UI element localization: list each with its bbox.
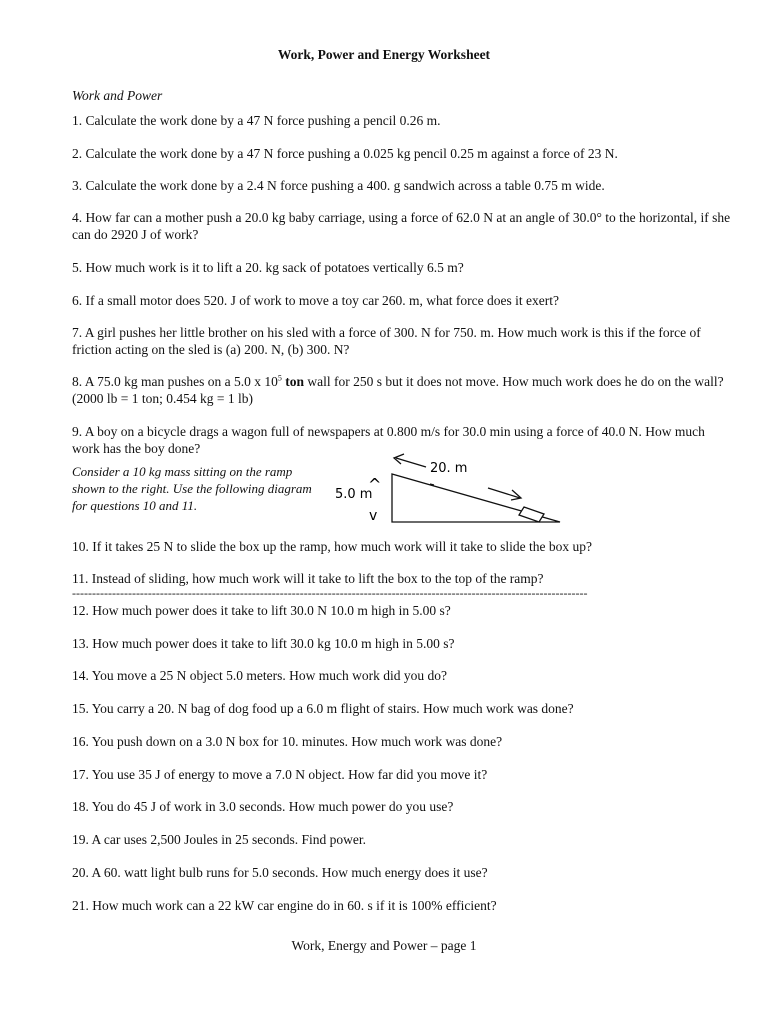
question-9: 9. A boy on a bicycle drags a wagon full of newspapers at 0.800 m/s for 30.0 min using a force of 40.0 N. How much work has the boy done? bbox=[72, 424, 705, 456]
question-11: 11. Instead of sliding, how much work will it take to lift the box to the top of the ramp? bbox=[72, 571, 544, 586]
question-14: 14. You move a 25 N object 5.0 meters. How much work did you do? bbox=[72, 668, 447, 683]
question-8 bbox=[72, 374, 732, 407]
down-arrow-icon: v bbox=[369, 508, 378, 524]
ramp-diagram bbox=[330, 448, 570, 528]
question-18: 18. You do 45 J of work in 3.0 seconds. How much power do you use? bbox=[72, 799, 454, 814]
section-divider: --------------------------------------------------------------------------------------------------------------------------------- bbox=[72, 586, 588, 600]
question-4: 4. How far can a mother push a 20.0 kg baby carriage, using a force of 62.0 N at an angle of 30.0° to the horizontal, if she can do 2920 J of work? bbox=[72, 210, 731, 242]
question-21: 21. How much work can a 22 kW car engine do in 60. s if it is 100% efficient? bbox=[72, 898, 497, 913]
length-arrow-line bbox=[396, 458, 426, 467]
question-17: 17. You use 35 J of energy to move a 7.0 N object. How far did you move it? bbox=[72, 767, 488, 782]
question-15: 15. You carry a 20. N bag of dog food up a 6.0 m flight of stairs. How much work was done? bbox=[72, 701, 574, 716]
question-7: 7. A girl pushes her little brother on his sled with a force of 300. N for 750. m. How much work is this if the force of friction acting on the sled is (a) 200. N, (b) 300. N? bbox=[72, 325, 701, 357]
question-2: 2. Calculate the work done by a 47 N force pushing a 0.025 kg pencil 0.25 m against a force of 23 N. bbox=[72, 146, 618, 161]
section-heading: Work and Power bbox=[72, 88, 163, 103]
question-3: 3. Calculate the work done by a 2.4 N force pushing a 400. g sandwich across a table 0.75 m wide. bbox=[72, 178, 605, 193]
question-13: 13. How much power does it take to lift 30.0 kg 10.0 m high in 5.00 s? bbox=[72, 636, 455, 651]
question-19: 19. A car uses 2,500 Joules in 25 seconds. Find power. bbox=[72, 832, 366, 847]
length-label: 20. m bbox=[430, 461, 468, 476]
question-12: 12. How much power does it take to lift 30.0 N 10.0 m high in 5.00 s? bbox=[72, 603, 451, 618]
box-on-ramp bbox=[519, 507, 544, 522]
question-16: 16. You push down on a 3.0 N box for 10. minutes. How much work was done? bbox=[72, 734, 503, 749]
question-6: 6. If a small motor does 520. J of work to move a toy car 260. m, what force does it exert? bbox=[72, 293, 559, 308]
question-1: 1. Calculate the work done by a 47 N force pushing a pencil 0.26 m. bbox=[72, 113, 441, 128]
question-8-start: 8. A 75.0 kg man pushes on a 5.0 x 10 bbox=[72, 374, 278, 389]
question-8-end: wall for 250 s but it does not move. How much work does he do on the wall? (2000 lb = 1 ton; 0.454 kg = 1 lb) bbox=[72, 374, 724, 406]
question-8-ton: ton bbox=[285, 374, 305, 389]
page-footer: Work, Energy and Power – page 1 bbox=[291, 938, 477, 953]
page-title: Work, Power and Energy Worksheet bbox=[277, 47, 491, 62]
height-label: 5.0 m bbox=[335, 487, 373, 502]
question-20: 20. A 60. watt light bulb runs for 5.0 seconds. How much energy does it use? bbox=[72, 865, 488, 880]
up-arrow-icon: ^ bbox=[368, 475, 382, 494]
question-10: 10. If it takes 25 N to slide the box up the ramp, how much work will it take to slide the box up? bbox=[72, 539, 593, 554]
diagram-caption: Consider a 10 kg mass sitting on the ramp shown to the right. Use the following diagram for questions 10 and 11. bbox=[72, 464, 312, 513]
question-5: 5. How much work is it to lift a 20. kg sack of potatoes vertically 6.5 m? bbox=[72, 260, 464, 275]
question-8-exponent: 5 bbox=[277, 373, 282, 383]
